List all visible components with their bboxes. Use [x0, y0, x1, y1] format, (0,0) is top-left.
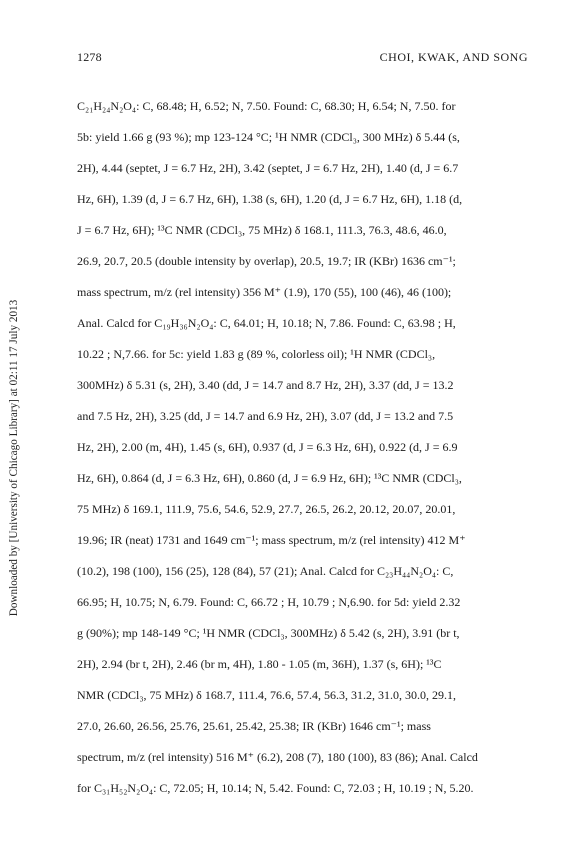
text-line: Hz, 6H), 0.864 (d, J = 6.3 Hz, 6H), 0.860 (d, J = 6.9 Hz, 6H); ¹³C NMR (CDCl₃,	[77, 471, 462, 485]
text-line: NMR (CDCl₃, 75 MHz) δ 168.7, 111.4, 76.6, 57.4, 56.3, 31.2, 31.0, 30.0, 29.1,	[77, 688, 456, 702]
text-line: Anal. Calcd for C₁₉H₃₆N₂O₄: C, 64.01; H, 10.18; N, 7.86. Found: C, 63.98 ; H,	[77, 316, 456, 330]
text-line: 66.95; H, 10.75; N, 6.79. Found: C, 66.72 ; H, 10.79 ; N,6.90. for 5d: yield 2.32	[77, 595, 461, 609]
text-line: 26.9, 20.7, 20.5 (double intensity by overlap), 20.5, 19.7; IR (KBr) 1636 cm⁻¹;	[77, 254, 456, 268]
text-line: mass spectrum, m/z (rel intensity) 356 M⁺ (1.9), 170 (55), 100 (46), 46 (100);	[77, 285, 452, 299]
text-line: 300MHz) δ 5.31 (s, 2H), 3.40 (dd, J = 14.7 and 8.7 Hz, 2H), 3.37 (dd, J = 13.2	[77, 378, 454, 392]
text-line: 2H), 4.44 (septet, J = 6.7 Hz, 2H), 3.42 (septet, J = 6.7 Hz, 2H), 1.40 (d, J = 6.7	[77, 161, 459, 175]
text-line: 75 MHz) δ 169.1, 111.9, 75.6, 54.6, 52.9, 27.7, 26.5, 26.2, 20.12, 20.07, 20.01,	[77, 502, 456, 516]
text-line: 27.0, 26.60, 26.56, 25.76, 25.61, 25.42, 25.38; IR (KBr) 1646 cm⁻¹; mass	[77, 719, 431, 733]
text-line: 2H), 2.94 (br t, 2H), 2.46 (br m, 4H), 1.80 - 1.05 (m, 36H), 1.37 (s, 6H); ¹³C	[77, 657, 442, 671]
download-stamp: Downloaded by [University of Chicago Library] at 02:11 17 July 2013	[8, 299, 20, 617]
text-line: 5b: yield 1.66 g (93 %); mp 123-124 °C; ¹H NMR (CDCl₃, 300 MHz) δ 5.44 (s,	[77, 130, 460, 144]
page-number: 1278	[77, 50, 102, 64]
text-line: 10.22 ; N,7.66. for 5c: yield 1.83 g (89 %, colorless oil); ¹H NMR (CDCl₃,	[77, 347, 436, 361]
text-line: C₂₁H₂₄N₂O₄: C, 68.48; H, 6.52; N, 7.50. Found: C, 68.30; H, 6.54; N, 7.50. for	[77, 99, 456, 113]
text-line: 19.96; IR (neat) 1731 and 1649 cm⁻¹; mass spectrum, m/z (rel intensity) 412 M⁺	[77, 533, 466, 547]
running-head: CHOI, KWAK, AND SONG	[379, 50, 528, 64]
text-line: J = 6.7 Hz, 6H); ¹³C NMR (CDCl₃, 75 MHz) δ 168.1, 111.3, 76.3, 48.6, 46.0,	[77, 223, 447, 237]
text-line: Hz, 2H), 2.00 (m, 4H), 1.45 (s, 6H), 0.937 (d, J = 6.3 Hz, 6H), 0.922 (d, J = 6.9	[77, 440, 458, 454]
text-line: and 7.5 Hz, 2H), 3.25 (dd, J = 14.7 and 6.9 Hz, 2H), 3.07 (dd, J = 13.2 and 7.5	[77, 409, 454, 423]
text-line: Hz, 6H), 1.39 (d, J = 6.7 Hz, 6H), 1.38 (s, 6H), 1.20 (d, J = 6.7 Hz, 6H), 1.18 (d,	[77, 192, 463, 206]
text-line: spectrum, m/z (rel intensity) 516 M⁺ (6.2), 208 (7), 180 (100), 83 (86); Anal. Calcd	[77, 750, 478, 764]
text-line: g (90%); mp 148-149 °C; ¹H NMR (CDCl₃, 300MHz) δ 5.42 (s, 2H), 3.91 (br t,	[77, 626, 460, 640]
text-line: for C₃₁H₅₂N₂O₄: C, 72.05; H, 10.14; N, 5.42. Found: C, 72.03 ; H, 10.19 ; N, 5.20.	[77, 781, 474, 795]
text-line: (10.2), 198 (100), 156 (25), 128 (84), 57 (21); Anal. Calcd for C₂₃H₄₄N₂O₄: C,	[77, 564, 454, 578]
